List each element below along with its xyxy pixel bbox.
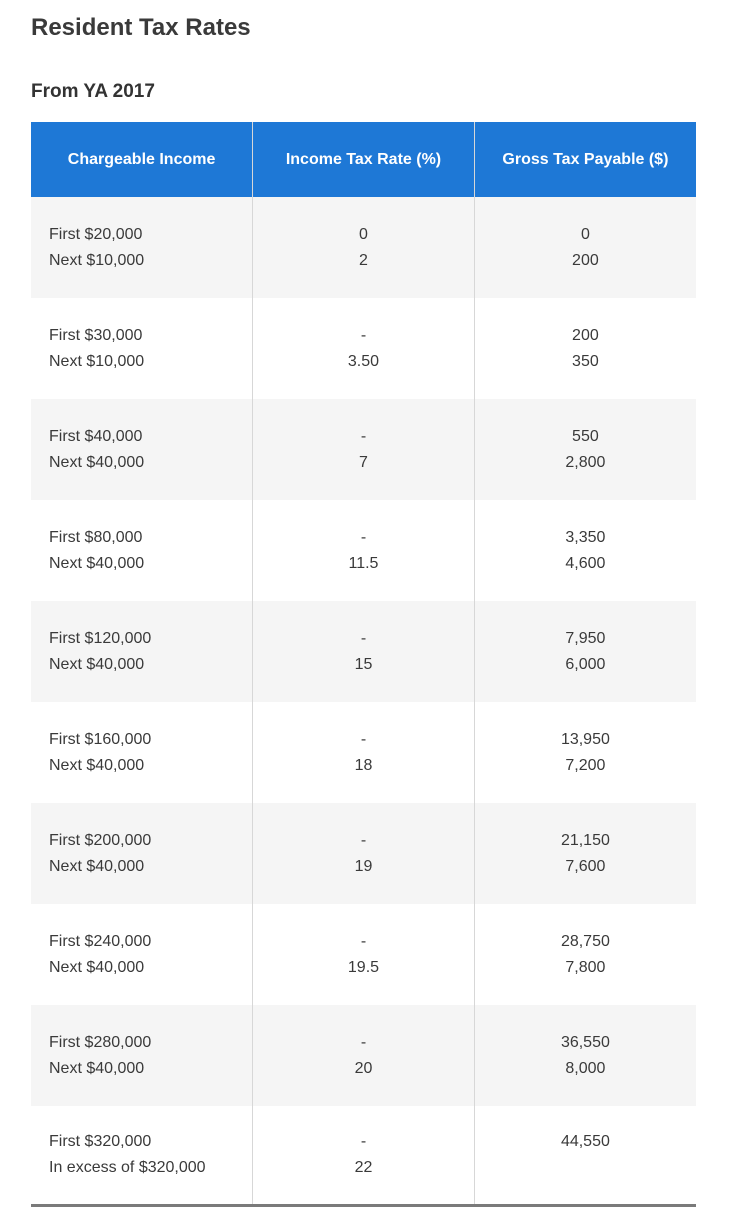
gross-cell-line: 0 (580, 225, 590, 243)
rate-cell-line: - (360, 932, 367, 950)
gross-cell (474, 197, 696, 298)
gross-cell-line: 13,950 (560, 730, 610, 748)
table-row (31, 197, 696, 298)
rate-cell-line: 15 (354, 655, 373, 673)
rate-cell-line: 19 (354, 857, 373, 875)
income-cell-line: Next $40,000 (49, 857, 145, 875)
income-cell-line: Next $40,000 (49, 453, 145, 471)
income-cell (31, 500, 253, 601)
gross-cell-line: 200 (572, 326, 599, 344)
income-cell (31, 702, 253, 803)
gross-cell-line: 7,950 (565, 629, 606, 647)
income-cell-line: First $280,000 (49, 1033, 152, 1051)
gross-cell-line: 28,750 (560, 932, 610, 950)
income-cell-line: First $30,000 (49, 326, 143, 344)
gross-cell (474, 1106, 696, 1206)
income-cell-line: Next $40,000 (49, 756, 145, 774)
income-cell-line: Next $10,000 (49, 251, 145, 269)
gross-cell (474, 601, 696, 702)
gross-cell-line: 7,600 (565, 857, 606, 875)
income-cell (31, 298, 253, 399)
table-row (31, 702, 696, 803)
rate-cell-line: 11.5 (348, 554, 379, 572)
rate-cell-line: 7 (359, 453, 368, 471)
gross-cell-line: 4,600 (565, 554, 606, 572)
rate-cell-line: - (360, 1133, 367, 1150)
gross-cell-line: 350 (572, 352, 599, 370)
gross-cell-line: 550 (572, 427, 599, 445)
table-row (31, 500, 696, 601)
gross-cell (474, 803, 696, 904)
rate-cell (253, 500, 475, 601)
gross-cell-line: 200 (572, 251, 599, 269)
income-cell-line: First $200,000 (49, 831, 152, 849)
income-cell-line: Next $40,000 (49, 655, 145, 673)
gross-cell-line: 21,150 (560, 831, 610, 849)
gross-cell (474, 904, 696, 1005)
rate-cell-line: - (360, 528, 367, 546)
page-title: Resident Tax Rates (31, 14, 251, 41)
section-subtitle: From YA 2017 (31, 81, 155, 102)
gross-cell (474, 298, 696, 399)
income-cell (31, 399, 253, 500)
income-cell-line: First $320,000 (49, 1133, 152, 1150)
rate-cell-line: 18 (354, 756, 373, 774)
gross-cell (474, 399, 696, 500)
table-row (31, 1106, 696, 1206)
rate-cell-line: - (360, 326, 367, 344)
rate-cell (253, 904, 475, 1005)
income-cell-line: First $40,000 (49, 427, 143, 445)
rate-cell-line: 0 (359, 225, 368, 243)
gross-cell (474, 1005, 696, 1106)
table-row (31, 298, 696, 399)
gross-cell-line: 7,800 (565, 958, 606, 976)
income-cell (31, 904, 253, 1005)
gross-cell-line: 3,350 (565, 528, 606, 546)
rate-cell-line: - (360, 831, 367, 849)
gross-cell-line: 44,550 (560, 1133, 610, 1150)
income-cell-line: First $160,000 (49, 730, 152, 748)
rate-cell-line: - (360, 730, 367, 748)
income-cell (31, 197, 253, 298)
table-header-row (31, 122, 696, 197)
table-row (31, 1005, 696, 1106)
gross-cell (474, 500, 696, 601)
income-cell-line: Next $40,000 (49, 958, 145, 976)
income-cell-line: Next $40,000 (49, 554, 145, 572)
gross-cell-line: 2,800 (565, 453, 606, 471)
rate-cell-line: 3.50 (347, 352, 380, 370)
gross-cell-line (475, 1155, 696, 1181)
income-cell (31, 1106, 253, 1206)
rate-cell (253, 601, 475, 702)
tax-rates-table (31, 122, 696, 1207)
income-cell-line: First $240,000 (49, 932, 152, 950)
rate-cell-line: - (360, 1033, 367, 1051)
income-cell-line: Next $40,000 (49, 1059, 145, 1077)
income-cell-line: Next $10,000 (49, 352, 145, 370)
rate-cell-line: 22 (354, 1159, 373, 1176)
rate-cell-line: - (360, 427, 367, 445)
rate-cell-line: 20 (354, 1059, 373, 1077)
gross-cell-line: 8,000 (565, 1059, 606, 1077)
header-gross-tax-payable: Gross Tax Payable ($) (474, 122, 696, 197)
rate-cell (253, 702, 475, 803)
gross-cell-line: 7,200 (565, 756, 606, 774)
income-cell-line: In excess of $320,000 (49, 1159, 206, 1176)
rate-cell-line: 19.5 (347, 958, 380, 976)
rate-cell (253, 197, 475, 298)
gross-cell-line: 6,000 (565, 655, 606, 673)
gross-cell (474, 702, 696, 803)
income-cell-line: First $20,000 (49, 225, 143, 243)
rate-cell (253, 298, 475, 399)
table-row (31, 904, 696, 1005)
income-cell-line: First $120,000 (49, 629, 152, 647)
income-cell (31, 601, 253, 702)
rate-cell (253, 1005, 475, 1106)
table-row (31, 803, 696, 904)
table-row (31, 601, 696, 702)
rate-cell (253, 803, 475, 904)
header-income-tax-rate: Income Tax Rate (%) (253, 122, 475, 197)
income-cell-line: First $80,000 (49, 528, 143, 546)
gross-cell-line: 36,550 (560, 1033, 610, 1051)
table-row (31, 399, 696, 500)
rate-cell (253, 1106, 475, 1206)
rate-cell-line: - (360, 629, 367, 647)
income-cell (31, 1005, 253, 1106)
header-chargeable-income: Chargeable Income (31, 122, 253, 197)
rate-cell (253, 399, 475, 500)
rate-cell-line: 2 (359, 251, 368, 269)
income-cell (31, 803, 253, 904)
